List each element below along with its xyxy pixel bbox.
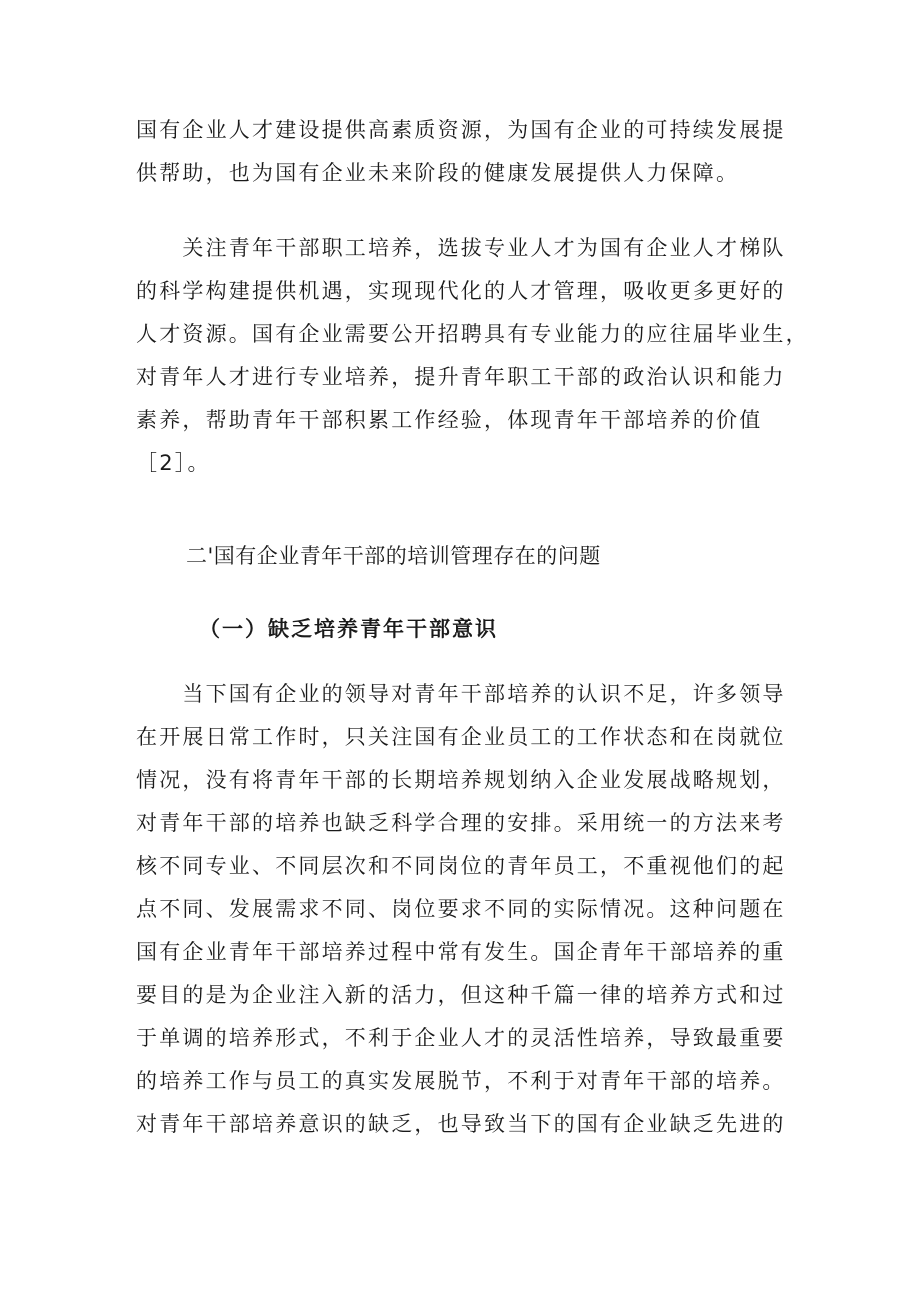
text-line: 国有企业人才建设提供高素质资源，为国有企业的可持续发展提 [136,118,786,142]
text-line: 的科学构建提供机遇，实现现代化的人才管理，吸收更多更好的 [136,279,786,303]
text-line: 素养，帮助青年干部积累工作经验，体现青年干部培养的价值 [136,408,763,432]
text-line: ［2］。 [136,451,211,475]
text-line: 对青年人才进行专业培养，提升青年职工干部的政治认识和能力 [136,365,786,389]
paragraph-lack-of-awareness [136,673,796,1146]
section-heading: 二'国有企业青年干部的培训管理存在的问题 [186,544,601,568]
text-line: 对青年干部培养意识的缺乏，也导致当下的国有企业缺乏先进的 [136,1112,786,1136]
text-line: 情况，没有将青年干部的长期培养规划纳入企业发展战略规划， [136,768,786,792]
text-line: 关注青年干部职工培养，选拔专业人才为国有企业人才梯队 [136,236,786,260]
subsection-heading: （一）缺乏培养青年干部意识 [199,617,498,641]
text-line: 国有企业青年干部培养过程中常有发生。国企青年干部培养的重 [136,940,786,964]
text-line: 在开展日常工作时，只关注国有企业员工的工作状态和在岗就位 [136,725,786,749]
text-line: 点不同、发展需求不同、岗位要求不同的实际情况。这种问题在 [136,897,786,921]
paragraph-youth-cadre-training [136,227,809,485]
text-line: 人才资源。国有企业需要公开招聘具有专业能力的应往届毕业生， [136,322,809,346]
paragraph-intro [136,109,796,195]
text-line: 供帮助，也为国有企业未来阶段的健康发展提供人力保障。 [136,161,740,185]
text-line: 对青年干部的培养也缺乏科学合理的安排。采用统一的方法来考 [136,811,786,835]
text-line: 核不同专业、不同层次和不同岗位的青年员工，不重视他们的起 [136,854,786,878]
text-line: 要目的是为企业注入新的活力，但这种千篇一律的培养方式和过 [136,983,786,1007]
text-line: 于单调的培养形式，不利于企业人才的灵活性培养，导致最重要 [136,1026,786,1050]
text-line: 当下国有企业的领导对青年干部培养的认识不足，许多领导 [136,682,786,706]
text-line: 的培养工作与员工的真实发展脱节，不利于对青年干部的培养。 [136,1069,786,1093]
